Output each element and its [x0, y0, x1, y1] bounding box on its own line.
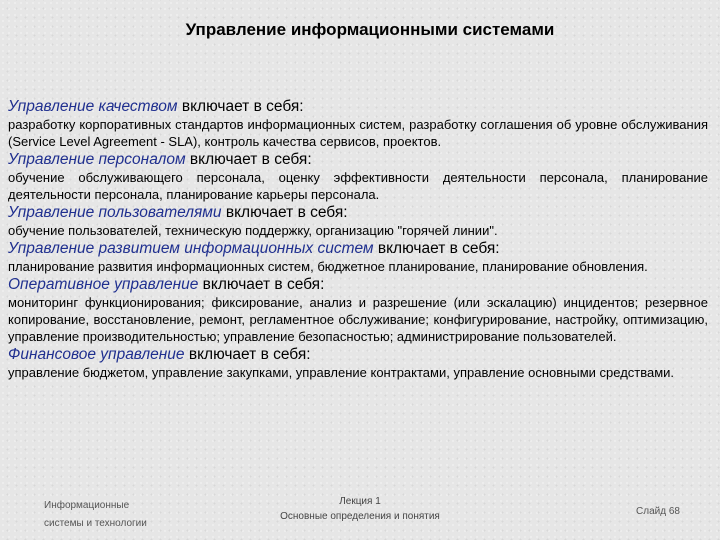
- section-text: мониторинг функционирования; фиксирование, анализ и разрешение (или эскалацию) инцидентов; резервное копирование, восстановление, ремонт, регламентное обслуживание; конфигурирование, настройку, оптимизацию, управление производительностью; управление безопасностью; администрирование пользователей.: [8, 295, 708, 344]
- footer-course-line1: Информационные: [44, 500, 130, 511]
- section-heading-suffix: включает в себя:: [184, 346, 311, 363]
- footer-lecture: [250, 494, 470, 524]
- section-heading: [8, 345, 708, 364]
- footer-lecture-topic: Основные определения и понятия: [280, 511, 440, 522]
- section-text: планирование развития информационных систем, бюджетное планирование, планирование обновления.: [8, 259, 648, 274]
- section-heading-term: Управление пользователями: [8, 204, 222, 221]
- section-heading-term: Управление персоналом: [8, 151, 186, 168]
- section-users: [8, 203, 708, 239]
- section-heading: [8, 203, 708, 222]
- section-quality: [8, 97, 708, 150]
- slide-content: [8, 97, 708, 381]
- section-personnel: [8, 150, 708, 203]
- section-heading: [8, 150, 708, 169]
- section-text: разработку корпоративных стандартов информационных систем, разработку соглашения об уровне обслуживания (Service Level Agreement - SLA), контроль качества сервисов, проектов.: [8, 117, 708, 149]
- section-heading: [8, 275, 708, 294]
- footer-lecture-number: Лекция 1: [339, 496, 381, 507]
- section-text: обучение пользователей, техническую поддержку, организацию "горячей линии".: [8, 223, 498, 238]
- section-heading-suffix: включает в себя:: [177, 98, 304, 115]
- section-heading-term: Оперативное управление: [8, 276, 199, 293]
- section-development: [8, 239, 708, 275]
- section-financial: [8, 345, 708, 381]
- section-heading-suffix: включает в себя:: [373, 240, 500, 257]
- section-heading-term: Управление качеством: [8, 98, 178, 115]
- section-heading-suffix: включает в себя:: [198, 276, 325, 293]
- section-heading-suffix: включает в себя:: [185, 151, 312, 168]
- section-heading: [8, 239, 708, 258]
- section-operational: [8, 275, 708, 345]
- section-heading: [8, 97, 708, 116]
- footer-course-line2: системы и технологии: [44, 518, 147, 529]
- section-heading-term: Управление развитием информационных систем: [8, 240, 374, 257]
- section-text: управление бюджетом, управление закупками, управление контрактами, управление основными средствами.: [8, 365, 675, 380]
- footer-course: [44, 497, 184, 533]
- section-text: обучение обслуживающего персонала, оценку эффективности деятельности персонала, планирование деятельности персонала, планирование карьеры персонала.: [8, 170, 708, 202]
- footer-slide-number: Слайд 68: [636, 506, 680, 517]
- section-heading-term: Финансовое управление: [8, 346, 185, 363]
- section-heading-suffix: включает в себя:: [221, 204, 348, 221]
- slide-title: Управление информационными системами: [185, 20, 555, 39]
